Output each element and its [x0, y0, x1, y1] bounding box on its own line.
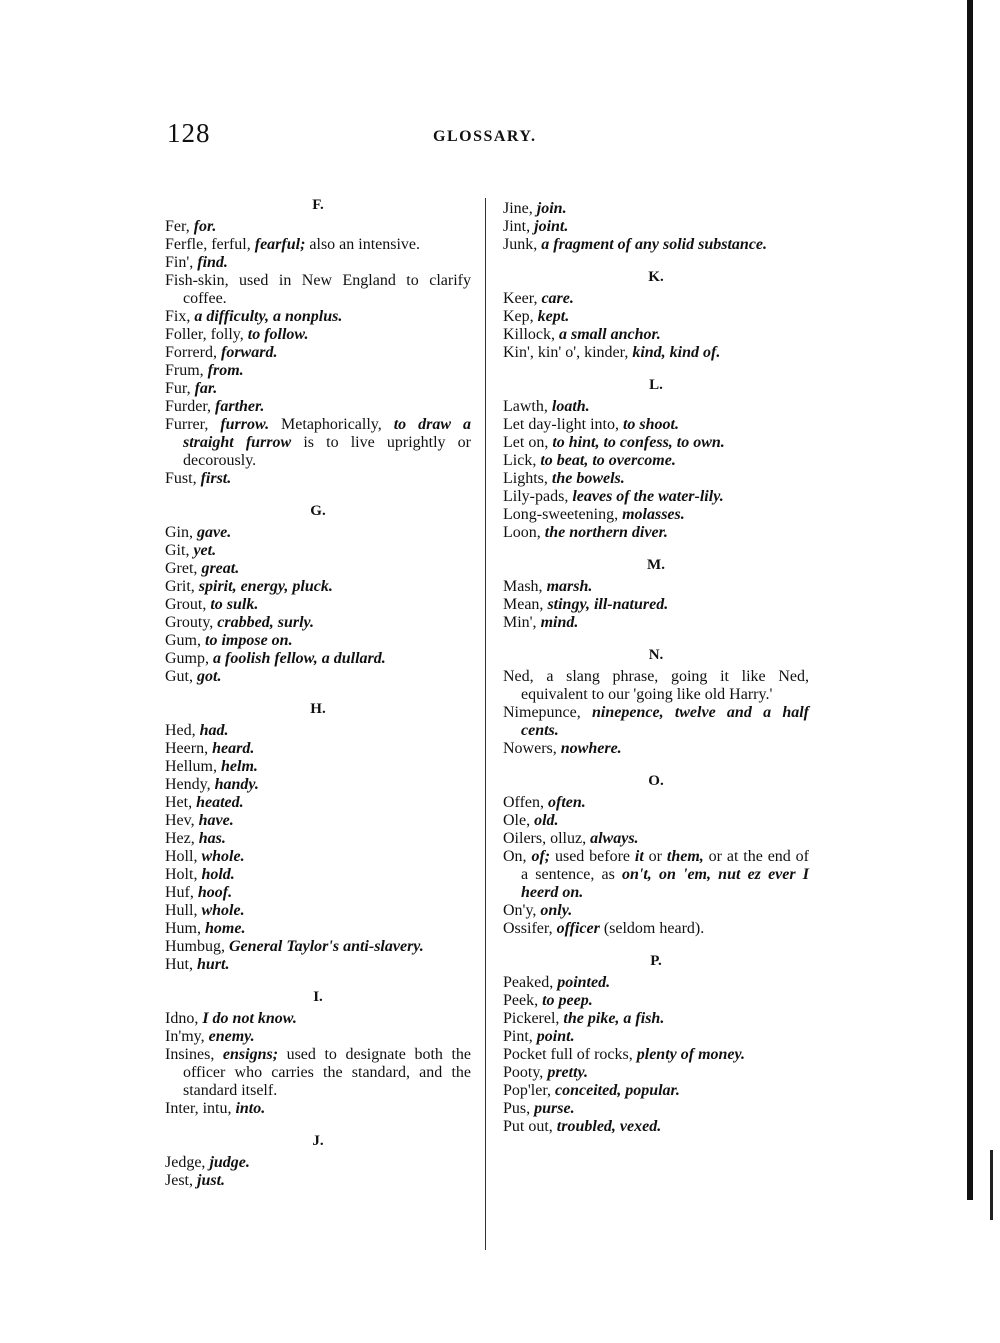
- entry-definition: to follow.: [247, 326, 309, 343]
- entry-definition: into.: [235, 1100, 266, 1117]
- entry-definition: find.: [197, 254, 228, 271]
- glossary-entry: [165, 812, 471, 830]
- entry-definition: have.: [198, 812, 234, 829]
- glossary-entry: [165, 830, 471, 848]
- glossary-entry: [503, 1010, 809, 1028]
- entry-text: Gump,: [165, 650, 213, 667]
- glossary-entry: [165, 416, 471, 470]
- glossary-entry: [503, 488, 809, 506]
- entry-text: used to designate both the officer who carries the standard, and the standard itself.: [183, 1046, 472, 1099]
- entry-text: Put out,: [503, 1118, 557, 1135]
- entry-text: Hut,: [165, 956, 197, 973]
- entry-definition: leaves of the water-lily.: [572, 488, 724, 505]
- entry-text: Mash,: [503, 578, 547, 595]
- entry-definition: to impose on.: [205, 632, 293, 649]
- section-letter: J.: [312, 1133, 324, 1149]
- glossary-entry: [165, 956, 471, 974]
- section-letter: K.: [648, 269, 664, 285]
- entry-text: Let on,: [503, 434, 553, 451]
- entry-text: Holt,: [165, 866, 202, 883]
- glossary-entry: [165, 272, 471, 308]
- entry-definition: the bowels.: [551, 470, 625, 487]
- glossary-entry: [503, 1118, 809, 1136]
- entry-definition: furrow.: [220, 416, 270, 433]
- glossary-entry: [165, 902, 471, 920]
- glossary-entry: [503, 524, 809, 542]
- entry-definition: them,: [666, 848, 704, 865]
- entry-text: Loon,: [503, 524, 545, 541]
- glossary-entry: [165, 1010, 471, 1028]
- page-edge-mark: [990, 1150, 993, 1220]
- glossary-entry: [165, 1100, 471, 1118]
- entry-text: Pus,: [503, 1100, 535, 1117]
- glossary-entry: [503, 344, 809, 362]
- glossary-entry: [165, 326, 471, 344]
- glossary-entry: [165, 308, 471, 326]
- entry-definition: kind, kind of.: [632, 344, 721, 361]
- section-letter: H.: [310, 701, 326, 717]
- entry-text: (seldom heard).: [599, 920, 705, 937]
- entry-definition: plenty of money.: [636, 1046, 746, 1063]
- entry-definition: forward.: [220, 344, 278, 361]
- glossary-entry: [503, 326, 809, 344]
- entry-definition: hoof.: [197, 884, 233, 901]
- section-letter: N.: [648, 647, 664, 663]
- entry-text: Lawth,: [503, 398, 552, 415]
- glossary-entry: [503, 398, 809, 416]
- entry-text: Jedge,: [165, 1154, 210, 1171]
- entry-text: Hellum,: [165, 758, 221, 775]
- entry-definition: yet.: [193, 542, 217, 559]
- glossary-entry: [503, 1046, 809, 1064]
- glossary-entry: [503, 506, 809, 524]
- entry-text: Long-sweetening,: [503, 506, 623, 523]
- entry-text: Gin,: [165, 524, 197, 541]
- glossary-entry: [503, 434, 809, 452]
- glossary-entry: [503, 308, 809, 326]
- entry-definition: old.: [534, 812, 559, 829]
- entry-definition: nowhere.: [560, 740, 622, 757]
- glossary-entry: [165, 344, 471, 362]
- section-letter: O.: [648, 773, 664, 789]
- glossary-entry: [165, 236, 471, 254]
- entry-text: Pop'ler,: [503, 1082, 556, 1099]
- glossary-entry: [165, 884, 471, 902]
- entry-text: Fish-skin, used in New England to clarify coffee.: [165, 272, 471, 307]
- entry-text: Fin',: [165, 254, 198, 271]
- entry-definition: I do not know.: [202, 1010, 297, 1027]
- glossary-entry: [503, 218, 809, 236]
- entry-text: Grit,: [165, 578, 199, 595]
- glossary-entry: [503, 812, 809, 830]
- glossary-entry: [165, 920, 471, 938]
- glossary-entry: [503, 830, 809, 848]
- entry-text: Jest,: [165, 1172, 197, 1189]
- glossary-entry: [165, 1172, 471, 1190]
- entry-text: Gum,: [165, 632, 205, 649]
- entry-definition: farther.: [215, 398, 265, 415]
- entry-definition: to peep.: [542, 992, 593, 1009]
- entry-text: Holl,: [165, 848, 202, 865]
- entry-text: Pickerel,: [503, 1010, 564, 1027]
- entry-text: Oilers, olluz,: [503, 830, 591, 847]
- page-edge-bar: [967, 0, 973, 1200]
- entry-definition: loath.: [551, 398, 590, 415]
- entry-definition: home.: [205, 920, 246, 937]
- glossary-entry: [165, 632, 471, 650]
- entry-definition: first.: [200, 470, 232, 487]
- entry-definition: ninepence, twelve and a half cents.: [521, 704, 810, 739]
- entry-text: Kin', kin' o', kinder,: [503, 344, 633, 361]
- entry-definition: officer: [556, 920, 600, 937]
- entry-text: Hez,: [165, 830, 199, 847]
- entry-definition: has.: [198, 830, 226, 847]
- glossary-entry: [165, 254, 471, 272]
- entry-text: Humbug,: [165, 938, 229, 955]
- entry-definition: on't, on 'em, nut ez ever I heerd on.: [521, 866, 809, 901]
- glossary-entry: [165, 1046, 471, 1100]
- entry-definition: always.: [590, 830, 639, 847]
- entry-text: Foller, folly,: [165, 326, 248, 343]
- glossary-entry: [165, 740, 471, 758]
- entry-definition: mind.: [540, 614, 579, 631]
- entry-text: Metaphorically,: [269, 416, 394, 433]
- entry-text: Hev,: [165, 812, 199, 829]
- entry-definition: fearful;: [254, 236, 306, 253]
- section-letter: M.: [647, 557, 665, 573]
- entry-text: Grout,: [165, 596, 211, 613]
- entry-definition: troubled, vexed.: [556, 1118, 662, 1135]
- entry-text: is to live uprightly or decorously.: [183, 434, 471, 469]
- entry-text: or at the end of a sentence, as: [521, 848, 809, 883]
- glossary-entry: [503, 470, 809, 488]
- entry-definition: whole.: [201, 902, 245, 919]
- entry-definition: to shoot.: [622, 416, 679, 433]
- entry-text: Heern,: [165, 740, 213, 757]
- entry-text: Hull,: [165, 902, 202, 919]
- glossary-entry: [165, 668, 471, 686]
- glossary-entry: [165, 524, 471, 542]
- glossary-entry: [503, 1100, 809, 1118]
- entry-text: Insines,: [165, 1046, 223, 1063]
- glossary-entry: [503, 452, 809, 470]
- entry-definition: whole.: [201, 848, 245, 865]
- glossary-entry: [165, 776, 471, 794]
- section-letter: L.: [649, 377, 663, 393]
- entry-text: also an intensive.: [305, 236, 421, 253]
- glossary-entry: [503, 992, 809, 1010]
- glossary-entry: [165, 1154, 471, 1172]
- glossary-entry: [165, 938, 471, 956]
- glossary-entry: [503, 794, 809, 812]
- glossary-column-left: [165, 196, 471, 1190]
- glossary-entry: [503, 1064, 809, 1082]
- entry-definition: a foolish fellow, a dullard.: [213, 650, 386, 667]
- entry-definition: joint.: [534, 218, 569, 235]
- entry-text: Grouty,: [165, 614, 218, 631]
- entry-text: Peek,: [503, 992, 543, 1009]
- entry-text: Inter, intu,: [165, 1100, 236, 1117]
- entry-text: Keer,: [503, 290, 542, 307]
- glossary-entry: [165, 866, 471, 884]
- entry-text: Idno,: [165, 1010, 203, 1027]
- glossary-entry: [165, 470, 471, 488]
- entry-definition: often.: [548, 794, 586, 811]
- entry-definition: only.: [540, 902, 573, 919]
- entry-text: Fix,: [165, 308, 195, 325]
- entry-text: In'my,: [165, 1028, 209, 1045]
- section-letter: I.: [313, 989, 323, 1005]
- glossary-entry: [503, 290, 809, 308]
- glossary-entry: [503, 1082, 809, 1100]
- entry-definition: it: [634, 848, 644, 865]
- entry-text: Peaked,: [503, 974, 558, 991]
- glossary-entry: [503, 668, 809, 704]
- entry-text: Fer,: [165, 218, 194, 235]
- entry-definition: helm.: [221, 758, 258, 775]
- entry-text: Offen,: [503, 794, 549, 811]
- section-letter: P.: [650, 953, 662, 969]
- entry-text: Het,: [165, 794, 197, 811]
- entry-text: or: [643, 848, 667, 865]
- entry-definition: purse.: [534, 1100, 575, 1117]
- entry-definition: heated.: [196, 794, 244, 811]
- glossary-entry: [503, 236, 809, 254]
- entry-definition: ensigns;: [222, 1046, 279, 1063]
- glossary-entry: [165, 218, 471, 236]
- entry-text: Git,: [165, 542, 194, 559]
- entry-definition: handy.: [214, 776, 259, 793]
- entry-text: used before: [550, 848, 635, 865]
- entry-text: Lily-pads,: [503, 488, 573, 505]
- entry-text: Pooty,: [503, 1064, 548, 1081]
- glossary-entry: [503, 200, 809, 218]
- entry-definition: of;: [531, 848, 551, 865]
- entry-text: Furder,: [165, 398, 216, 415]
- glossary-entry: [503, 596, 809, 614]
- entry-text: On'y,: [503, 902, 541, 919]
- entry-text: Forrerd,: [165, 344, 221, 361]
- glossary-entry: [165, 596, 471, 614]
- entry-definition: a difficulty, a nonplus.: [194, 308, 343, 325]
- entry-definition: a fragment of any solid substance.: [541, 236, 768, 253]
- entry-definition: judge.: [209, 1154, 250, 1171]
- entry-text: Hed,: [165, 722, 200, 739]
- entry-text: Mean,: [503, 596, 548, 613]
- entry-text: Ole,: [503, 812, 535, 829]
- glossary-entry: [503, 578, 809, 596]
- entry-text: Hum,: [165, 920, 205, 937]
- entry-definition: enemy.: [208, 1028, 255, 1045]
- entry-text: Hendy,: [165, 776, 215, 793]
- entry-definition: crabbed, surly.: [217, 614, 315, 631]
- entry-definition: the northern diver.: [544, 524, 668, 541]
- entry-definition: marsh.: [546, 578, 593, 595]
- entry-definition: just.: [197, 1172, 226, 1189]
- glossary-entry: [165, 848, 471, 866]
- glossary-entry: [165, 560, 471, 578]
- glossary-column-right: [503, 200, 809, 1136]
- entry-definition: had.: [199, 722, 229, 739]
- entry-definition: the pike, a fish.: [563, 1010, 665, 1027]
- entry-text: Fust,: [165, 470, 201, 487]
- entry-text: Lick,: [503, 452, 541, 469]
- glossary-entry: [503, 902, 809, 920]
- entry-definition: pointed.: [557, 974, 611, 991]
- entry-text: Kep,: [503, 308, 538, 325]
- glossary-entry: [165, 542, 471, 560]
- glossary-entry: [165, 380, 471, 398]
- entry-definition: far.: [194, 380, 218, 397]
- entry-definition: conceited, popular.: [555, 1082, 680, 1099]
- entry-definition: from.: [207, 362, 244, 379]
- entry-text: Pint,: [503, 1028, 537, 1045]
- entry-text: Frum,: [165, 362, 208, 379]
- entry-definition: General Taylor's anti-slavery.: [229, 938, 424, 955]
- glossary-entry: [503, 1028, 809, 1046]
- entry-definition: hold.: [201, 866, 235, 883]
- entry-definition: stingy, ill-natured.: [547, 596, 669, 613]
- entry-text: Min',: [503, 614, 541, 631]
- glossary-entry: [503, 704, 809, 740]
- glossary-entry: [165, 362, 471, 380]
- entry-definition: molasses.: [622, 506, 685, 523]
- entry-text: Nowers,: [503, 740, 561, 757]
- page-number: 128: [167, 118, 211, 148]
- entry-definition: heard.: [212, 740, 255, 757]
- glossary-entry: [503, 974, 809, 992]
- entry-text: Huf,: [165, 884, 198, 901]
- entry-text: Gret,: [165, 560, 202, 577]
- entry-text: Junk,: [503, 236, 542, 253]
- entry-text: Ned, a slang phrase, going it like Ned, equivalent to our 'going like old Harry.': [503, 668, 809, 703]
- entry-definition: for.: [193, 218, 217, 235]
- entry-definition: great.: [201, 560, 240, 577]
- glossary-entry: [503, 614, 809, 632]
- entry-definition: got.: [197, 668, 222, 685]
- entry-definition: pretty.: [547, 1064, 589, 1081]
- glossary-entry: [503, 848, 809, 902]
- glossary-entry: [503, 416, 809, 434]
- glossary-entry: [165, 650, 471, 668]
- entry-definition: care.: [541, 290, 574, 307]
- entry-definition: join.: [536, 200, 567, 217]
- entry-definition: point.: [536, 1028, 575, 1045]
- entry-text: Nimepunce,: [503, 704, 593, 721]
- glossary-entry: [503, 740, 809, 758]
- entry-definition: kept.: [537, 308, 570, 325]
- entry-definition: gave.: [197, 524, 232, 541]
- entry-text: Jint,: [503, 218, 535, 235]
- section-letter: G.: [310, 503, 326, 519]
- glossary-entry: [165, 614, 471, 632]
- running-head: GLOSSARY.: [433, 128, 537, 145]
- entry-definition: hurt.: [197, 956, 230, 973]
- entry-text: On,: [503, 848, 532, 865]
- entry-text: Lights,: [503, 470, 552, 487]
- glossary-entry: [165, 1028, 471, 1046]
- entry-definition: a small anchor.: [559, 326, 661, 343]
- column-divider: [485, 198, 486, 1250]
- glossary-entry: [165, 794, 471, 812]
- entry-text: Let day-light into,: [503, 416, 623, 433]
- entry-definition: to draw a straight furrow: [183, 416, 471, 451]
- glossary-entry: [503, 920, 809, 938]
- entry-definition: to beat, to overcome.: [540, 452, 676, 469]
- entry-text: Ferfle, ferful,: [165, 236, 255, 253]
- entry-definition: spirit, energy, pluck.: [198, 578, 333, 595]
- glossary-entry: [165, 398, 471, 416]
- entry-text: Jine,: [503, 200, 537, 217]
- glossary-entry: [165, 578, 471, 596]
- entry-text: Gut,: [165, 668, 197, 685]
- entry-text: Fur,: [165, 380, 195, 397]
- glossary-entry: [165, 722, 471, 740]
- entry-text: Furrer,: [165, 416, 221, 433]
- entry-definition: to hint, to confess, to own.: [552, 434, 725, 451]
- entry-text: Killock,: [503, 326, 559, 343]
- entry-definition: to sulk.: [210, 596, 259, 613]
- section-letter: F.: [312, 197, 324, 213]
- entry-text: Pocket full of rocks,: [503, 1046, 637, 1063]
- entry-text: Ossifer,: [503, 920, 557, 937]
- glossary-entry: [165, 758, 471, 776]
